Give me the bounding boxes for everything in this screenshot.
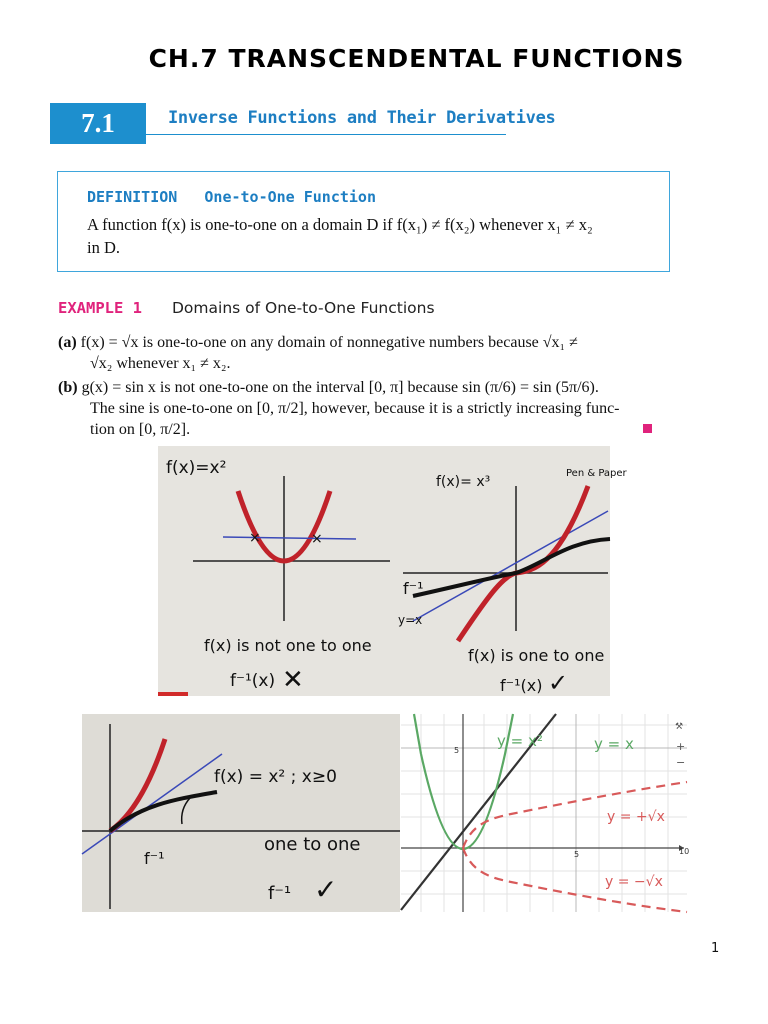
graph-plot	[401, 714, 690, 912]
right-inverse-curve-label: f⁻¹	[403, 579, 424, 598]
section-title-rule	[146, 134, 506, 135]
example-part-a	[58, 332, 658, 374]
part-a-line-1: f(x) = √x is one-to-one on any domain of nonnegative numbers because √x₁ ≠	[80, 334, 578, 351]
whiteboard-photo-2-drawing	[82, 714, 400, 912]
part-b-tag: (b)	[58, 379, 78, 396]
example-title: Domains of One-to-One Functions	[172, 299, 435, 317]
part-b-line-3: tion on [0, π/2].	[90, 421, 191, 438]
whiteboard-photo-2	[82, 714, 400, 912]
page-title: CH.7 TRANSCENDENTAL FUNCTIONS	[148, 44, 685, 73]
identity-label: y = x	[594, 735, 634, 753]
right-identity-label: y=x	[398, 613, 423, 627]
photo2-function-label: f(x) = x² ; x≥0	[214, 767, 337, 787]
photo2-inverse-curve-label: f⁻¹	[144, 849, 165, 868]
definition-keyword: DEFINITION	[87, 188, 178, 206]
section-title: Inverse Functions and Their Derivatives	[168, 108, 556, 128]
part-b-line-1: g(x) = sin x is not one-to-one on the interval [0, π] because sin (π/6) = sin (5π/6).	[81, 379, 599, 396]
photo2-check-mark: ✓	[314, 873, 338, 906]
right-check-mark: ✓	[548, 669, 569, 697]
photo2-caption: one to one	[264, 834, 361, 855]
definition-text-line-1: A function f(x) is one-to-one on a domain D if f(x₁) ≠ f(x₂) whenever x₁ ≠ x₂	[87, 215, 593, 234]
left-function-label: f(x)=x²	[166, 458, 227, 478]
whiteboard-photo-1-drawing	[158, 446, 627, 697]
right-caption: f(x) is one to one	[468, 646, 605, 665]
end-of-example-marker	[643, 424, 652, 433]
zoom-out-icon: −	[676, 756, 686, 769]
left-caption: f(x) is not one to one	[204, 636, 372, 655]
right-function-label: f(x)= x³	[436, 474, 491, 490]
positive-root-label: y = +√x	[607, 809, 665, 825]
part-a-line-2: √x₂ whenever x₁ ≠ x₂.	[90, 355, 231, 372]
intersection-mark-left: ×	[249, 530, 261, 546]
example-part-b	[58, 377, 658, 440]
part-a-tag: (a)	[58, 334, 77, 351]
right-inverse-label: f⁻¹(x)	[500, 676, 543, 695]
definition-name: One-to-One Function	[204, 188, 376, 206]
negative-root-label: y = −√x	[605, 874, 663, 890]
square-label: y = x²	[497, 732, 543, 750]
intersection-mark-right: ×	[311, 531, 323, 547]
example-label: EXAMPLE 1	[58, 299, 142, 317]
x-tick-5: 5	[574, 850, 580, 859]
x-tick-10: 10	[679, 847, 690, 856]
whiteboard-photo-1	[158, 446, 627, 697]
graph-screenshot	[401, 714, 690, 912]
wrench-icon: ⚒	[675, 722, 684, 732]
y-tick-5: 5	[454, 746, 460, 755]
part-b-line-2: The sine is one-to-one on [0, π/2], however, because it is a strictly increasing func-	[90, 400, 620, 417]
definition-label	[87, 188, 376, 206]
zoom-in-icon: +	[676, 740, 686, 753]
section-number-badge: 7.1	[50, 103, 146, 144]
definition-text-line-2: in D.	[87, 238, 120, 257]
pen-and-paper-logo: Pen & Paper	[566, 468, 627, 479]
page-number: 1	[711, 941, 720, 956]
photo2-inverse-label: f⁻¹	[268, 883, 292, 904]
left-cross-mark: ✕	[282, 665, 304, 695]
definition-text	[87, 213, 657, 259]
left-inverse-label: f⁻¹(x)	[230, 671, 276, 691]
